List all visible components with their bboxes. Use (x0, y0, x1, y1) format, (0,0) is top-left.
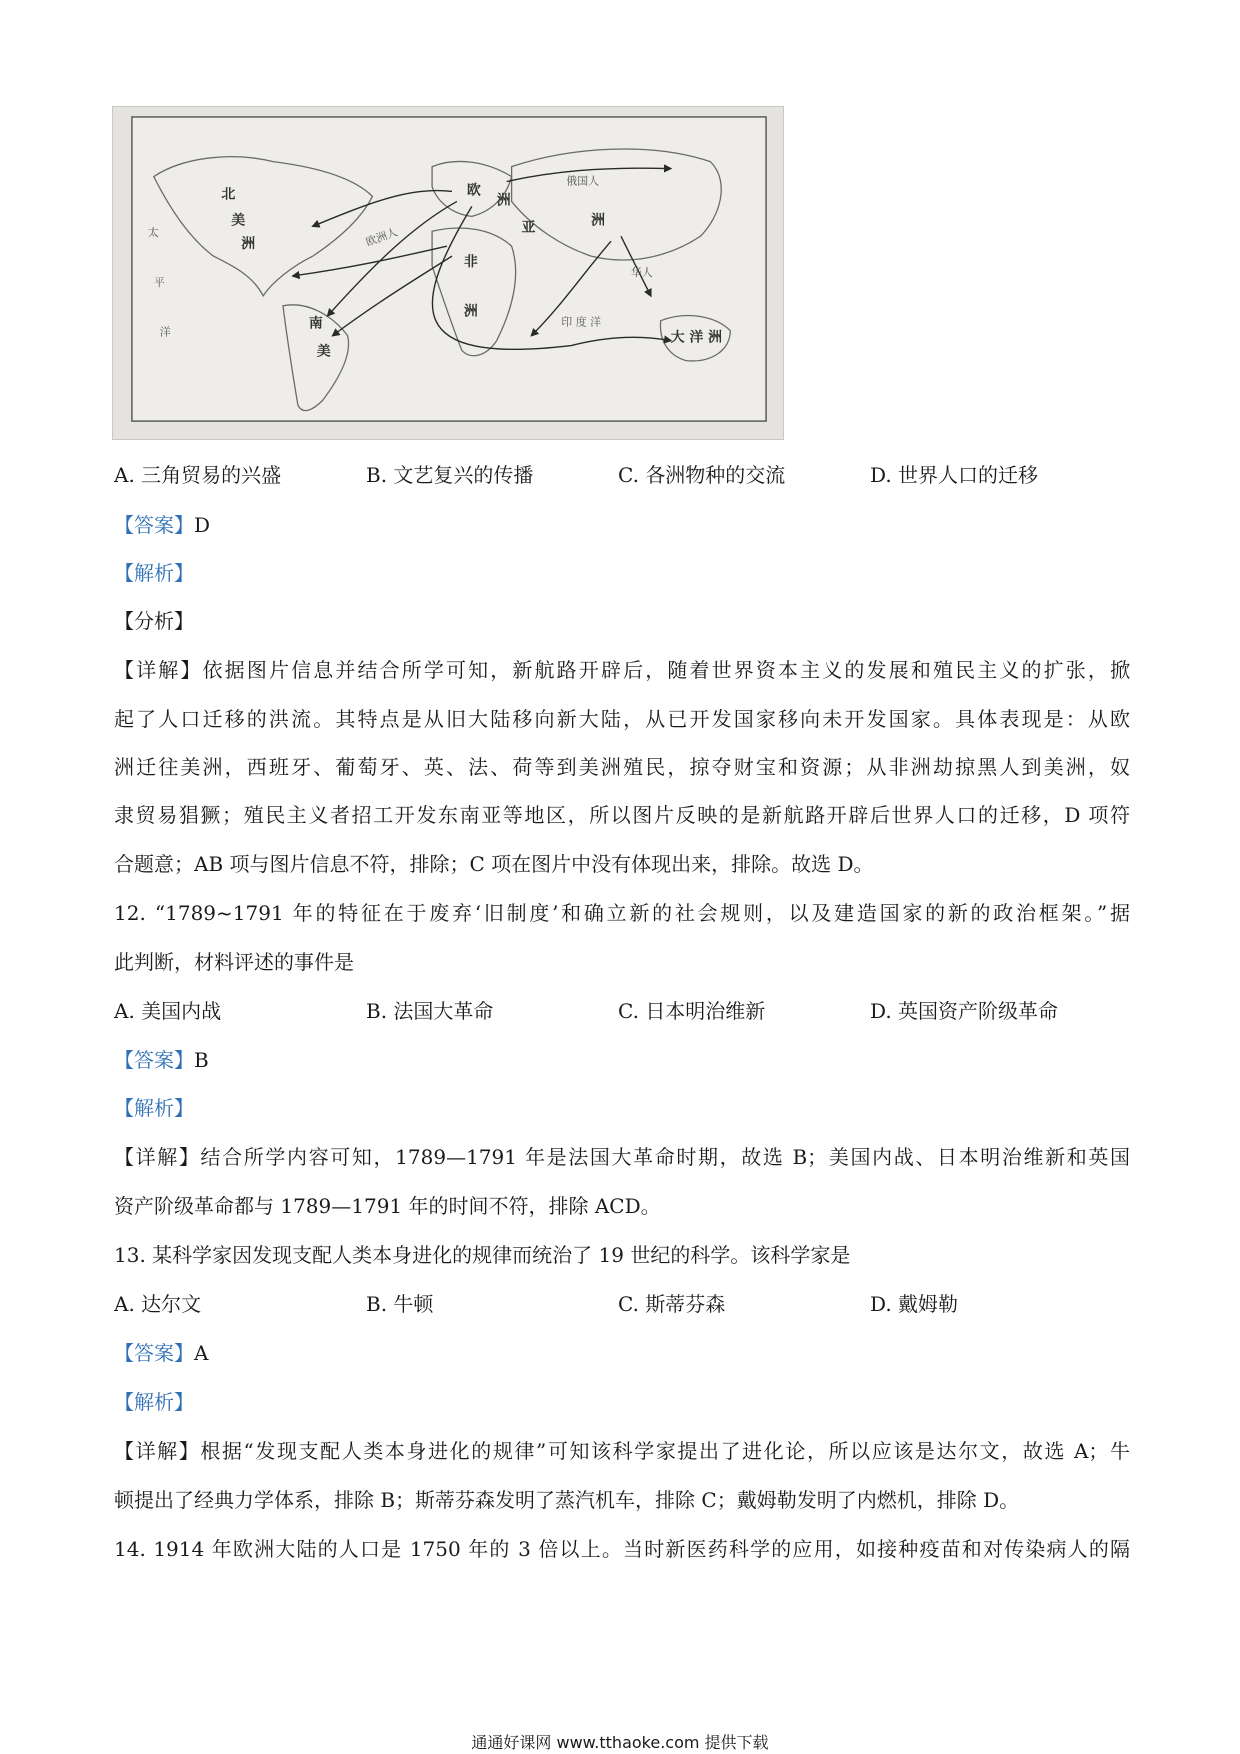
q12-option-b: B. 法国大革命 (366, 999, 494, 1023)
q12-detail-line-2: 资产阶级革命都与 1789—1791 年的时间不符，排除 ACD。 (114, 1194, 661, 1218)
label-pacific-1: 太 (147, 226, 159, 240)
q14-stem-line-1: 14. 1914 年欧洲大陆的人口是 1750 年的 3 倍以上。当时新医药科学的应用，如接种疫苗和对传染病人的隔 (114, 1537, 1130, 1561)
label-asia: 亚 (521, 219, 536, 236)
label-north: 北 (221, 186, 236, 203)
world-migration-map (112, 106, 784, 440)
q11-option-c: C. 各洲物种的交流 (618, 463, 786, 487)
q11-answer: 【答案】D (114, 513, 211, 537)
label-arrow-russian: 俄国人 (566, 174, 600, 188)
q13-analysis-tag: 【解析】 (114, 1390, 194, 1414)
label-zhou-as: 洲 (591, 212, 606, 229)
page-footer: 通通好课网 www.tthaoke.com 提供下载 (471, 1733, 769, 1752)
label-pacific-2: 平 (153, 275, 165, 289)
q11-analysis-tag: 【解析】 (114, 561, 194, 585)
label-africa: 非 (463, 254, 478, 271)
q11-detail-line-2: 起了人口迁移的洪流。其特点是从旧大陆移向新大陆，从已开发国家移向未开发国家。具体表现是：从欧 (114, 707, 1130, 731)
q11-option-d: D. 世界人口的迁移 (870, 463, 1039, 487)
label-europe: 欧 (466, 182, 481, 199)
q13-option-a: A. 达尔文 (114, 1292, 202, 1316)
label-america-s: 美 (316, 343, 331, 360)
q11-detail-line-4: 隶贸易猖獗；殖民主义者招工开发东南亚等地区，所以图片反映的是新航路开辟后世界人口的迁移，D 项符 (114, 803, 1130, 827)
q11-detail-line-1: 【详解】依据图片信息并结合所学可知，新航路开辟后，随着世界资本主义的发展和殖民主义的扩张，掀 (114, 658, 1131, 682)
q11-option-b: B. 文艺复兴的传播 (366, 463, 534, 487)
q13-stem: 13. 某科学家因发现支配人类本身进化的规律而统治了 19 世纪的科学。该科学家是 (114, 1243, 851, 1267)
q12-option-c: C. 日本明治维新 (618, 999, 766, 1023)
q12-stem-line-1: 12. “1789~1791 年的特征在于废弃‘旧制度’和确立新的社会规则，以及建造国家的新的政治框架。”据 (114, 901, 1130, 925)
label-oceania: 大 洋 洲 (670, 329, 723, 346)
label-arrow-european: 欧洲人 (364, 225, 400, 249)
q12-option-a: A. 美国内战 (114, 999, 222, 1023)
q13-option-d: D. 戴姆勒 (870, 1292, 959, 1316)
q13-detail-line-2: 顿提出了经典力学体系，排除 B；斯蒂芬森发明了蒸汽机车，排除 C；戴姆勒发明了内燃机，排除 D。 (114, 1488, 1020, 1512)
label-indian-ocean: 印 度 洋 (561, 315, 602, 329)
q11-fenxi-tag: 【分析】 (114, 609, 194, 633)
q12-answer: 【答案】B (114, 1048, 209, 1072)
q13-answer: 【答案】A (114, 1341, 209, 1365)
q13-option-b: B. 牛顿 (366, 1292, 434, 1316)
label-zhou-af: 洲 (463, 303, 478, 320)
q12-detail-line-1: 【详解】结合所学内容可知，1789—1791 年是法国大革命时期，故选 B；美国内战、日本明治维新和英国 (114, 1145, 1130, 1169)
label-south: 南 (308, 315, 323, 332)
q13-detail-line-1: 【详解】根据“发现支配人类本身进化的规律”可知该科学家提出了进化论，所以应该是达尔文，故选 A；牛 (114, 1439, 1131, 1463)
label-zhou-na: 洲 (241, 236, 256, 253)
q11-option-a: A. 三角贸易的兴盛 (114, 463, 282, 487)
label-pacific-3: 洋 (159, 325, 171, 339)
q13-option-c: C. 斯蒂芬森 (618, 1292, 726, 1316)
label-arrow-chinese: 华人 (630, 265, 653, 279)
q12-option-d: D. 英国资产阶级革命 (870, 999, 1059, 1023)
q11-detail-line-3: 洲迁往美洲，西班牙、葡萄牙、英、法、荷等到美洲殖民，掠夺财宝和资源；从非洲劫掠黑人到美洲，奴 (114, 755, 1130, 779)
label-america: 美 (231, 212, 246, 229)
q12-analysis-tag: 【解析】 (114, 1096, 194, 1120)
q12-stem-line-2: 此判断，材料评述的事件是 (114, 950, 354, 974)
label-zhou-eu: 洲 (496, 192, 511, 209)
q11-detail-line-5: 合题意；AB 项与图片信息不符，排除；C 项在图片中没有体现出来，排除。故选 D。 (114, 852, 874, 876)
